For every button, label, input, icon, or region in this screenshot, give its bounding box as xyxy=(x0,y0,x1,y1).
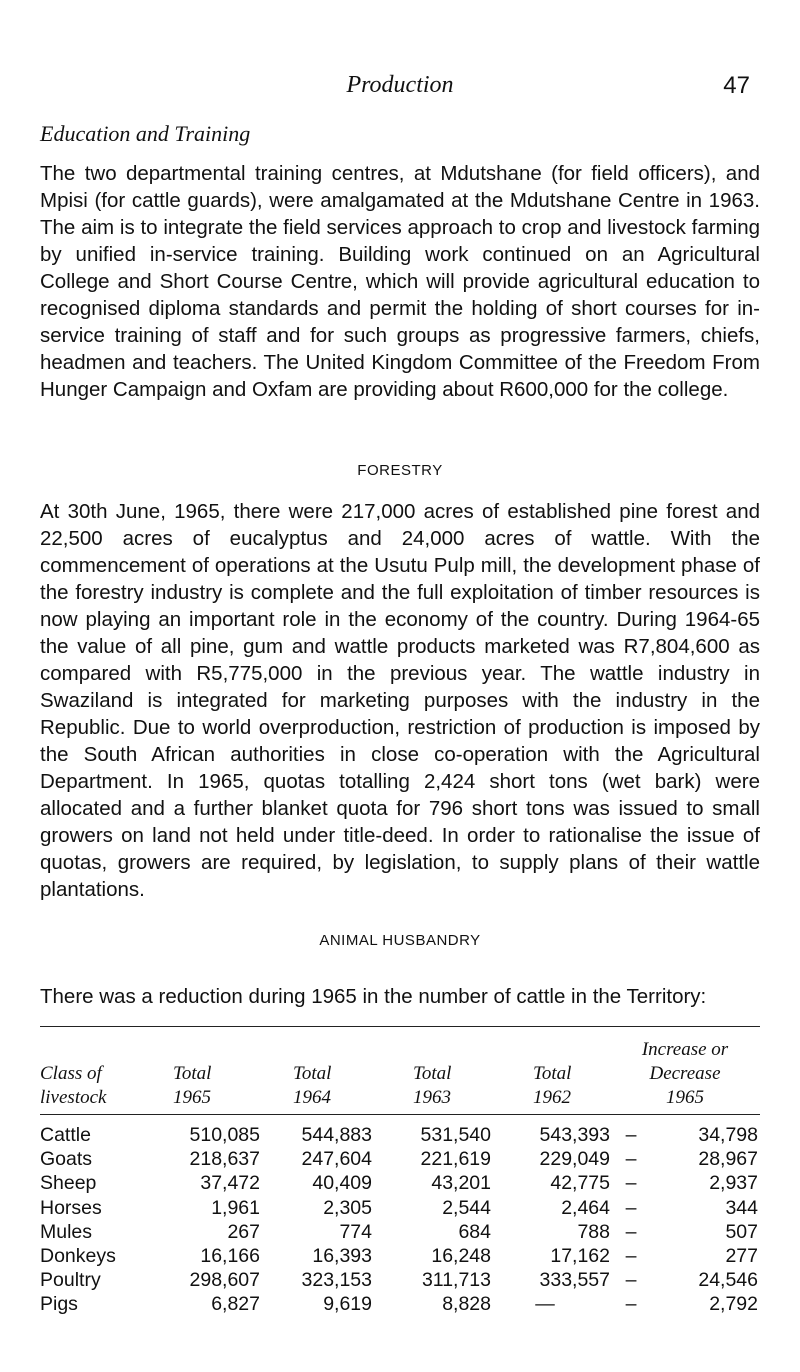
table-row xyxy=(40,1292,760,1316)
cell-t1964: 323,153 xyxy=(301,1269,372,1292)
cell-livestock: Mules xyxy=(40,1220,93,1243)
cell-t1962: 333,557 xyxy=(539,1269,610,1292)
table-row xyxy=(40,1196,760,1220)
header-change-line2: Decrease xyxy=(649,1063,721,1084)
header-class-line1: Class of xyxy=(40,1063,102,1084)
header-class-line2: livestock xyxy=(40,1087,107,1108)
header-total-1963 xyxy=(413,1062,451,1110)
cell-change: 344 xyxy=(725,1196,758,1219)
header-total-1962-line1: Total xyxy=(533,1063,572,1084)
header-change-line3: 1965 xyxy=(666,1087,704,1108)
cell-t1963: 311,713 xyxy=(421,1269,491,1292)
cell-livestock: Horses xyxy=(40,1196,102,1219)
forestry-paragraph: At 30th June, 1965, there were 217,000 acres of established pine forest and 22,500 acres of eucalyptus and 24,000 acres of wattle. With the commencement of operations at the Usutu Pulp mill, the development phase of the forestry industry is complete and the full exploitation of timber resources is now playing an important role in the economy of the country. During 1964-65 the value of all pine, gum and wattle products marketed was R7,804,600 as compared with R5,775,000 in the previous year. The wattle industry in Swaziland is integrated for marketing purposes with the industry in the Republic. Due to world overproduction, restriction of production is imposed by the South African authorities in close co-operation with the Agricultural Department. In 1965, quotas totalling 2,424 short tons (wet bark) were allocated and a further blanket quota for 796 short tons was issued to small growers on land not held under title-deed. In order to rationalise the issue of quotas, growers are required, by legislation, to supply plans of their wattle plantations. xyxy=(40,500,760,901)
header-total-1964 xyxy=(293,1062,331,1110)
cell-change: 34,798 xyxy=(698,1124,758,1146)
cell-change: 507 xyxy=(725,1220,758,1243)
cell-t1963: 2,544 xyxy=(442,1196,491,1219)
cell-t1964: 247,604 xyxy=(301,1148,372,1171)
cell-t1964: 40,409 xyxy=(312,1172,372,1195)
cell-sign: – xyxy=(625,1220,637,1243)
header-change-line1: Increase or xyxy=(641,1039,729,1060)
header-total-1964-line1: Total xyxy=(293,1063,332,1084)
cell-t1965: 218,637 xyxy=(189,1148,260,1171)
header-change xyxy=(615,1038,755,1110)
cell-sign: – xyxy=(625,1196,637,1219)
table-row xyxy=(40,1171,760,1195)
forestry-heading: FORESTRY xyxy=(357,462,443,479)
cell-sign: – xyxy=(625,1269,637,1292)
cell-t1964: 9,619 xyxy=(323,1293,372,1316)
cell-sign: – xyxy=(625,1172,637,1195)
education-heading: Education and Training xyxy=(40,121,251,146)
cell-sign: – xyxy=(625,1245,637,1267)
cell-change: 24,546 xyxy=(698,1269,758,1292)
table-row xyxy=(40,1268,760,1292)
cell-livestock: Cattle xyxy=(40,1124,91,1146)
cell-t1962: 788 xyxy=(577,1220,610,1243)
cell-sign: – xyxy=(625,1148,637,1171)
cell-t1964: 16,393 xyxy=(312,1245,372,1267)
page-number: 47 xyxy=(723,72,750,99)
cell-t1965: 37,472 xyxy=(200,1172,260,1195)
cell-t1963: 16,248 xyxy=(431,1245,491,1267)
table-row xyxy=(40,1244,760,1268)
header-total-1965-line2: 1965 xyxy=(173,1087,211,1108)
cell-t1964: 544,883 xyxy=(301,1124,372,1146)
table-header-rule xyxy=(40,1114,760,1115)
cell-t1965: 16,166 xyxy=(200,1245,260,1267)
header-total-1965-line1: Total xyxy=(173,1063,212,1084)
cell-t1963: 8,828 xyxy=(442,1293,491,1316)
cell-t1962: 17,162 xyxy=(550,1245,610,1267)
cell-t1962: 42,775 xyxy=(550,1172,610,1195)
header-total-1964-line2: 1964 xyxy=(293,1087,331,1108)
table-row xyxy=(40,1147,760,1171)
header-total-1965 xyxy=(173,1062,211,1110)
cell-livestock: Pigs xyxy=(40,1293,78,1316)
animal-husbandry-intro: There was a reduction during 1965 in the number of cattle in the Territory: xyxy=(40,985,707,1008)
cell-t1965: 510,085 xyxy=(189,1124,260,1146)
cell-change: 2,792 xyxy=(709,1293,758,1316)
cell-change: 277 xyxy=(725,1245,758,1267)
cell-t1963: 531,540 xyxy=(420,1124,491,1146)
header-total-1963-line1: Total xyxy=(413,1063,452,1084)
cell-sign: – xyxy=(625,1124,637,1146)
cell-livestock: Poultry xyxy=(40,1269,101,1292)
cell-t1965: 6,827 xyxy=(211,1293,260,1316)
cell-t1965: 267 xyxy=(227,1220,260,1243)
cell-t1962: 2,464 xyxy=(561,1196,610,1219)
education-paragraph: The two departmental training centres, at Mdutshane (for field officers), and Mpisi (for cattle guards), were amalgamated at the Mdutshane Centre in 1963. The aim is to integrate the field services approach to crop and livestock farming by unified in-service training. Building work continued on an Agricultural College and Short Course Centre, which will provide agricultural education to recognised diploma standards and permit the holding of short courses for in-service training of staff and for such groups as progressive farmers, chiefs, headmen and teachers. The United Kingdom Committee of the Freedom From Hunger Campaign and Oxfam are providing about R600,000 for the college. xyxy=(40,162,760,401)
cell-t1965: 1,961 xyxy=(211,1196,260,1219)
header-total-1963-line2: 1963 xyxy=(413,1087,451,1108)
header-total-1962 xyxy=(533,1062,571,1110)
cell-t1965: 298,607 xyxy=(189,1269,260,1292)
header-class xyxy=(40,1062,106,1110)
header-total-1962-line2: 1962 xyxy=(533,1087,571,1108)
cell-t1964: 774 xyxy=(339,1220,372,1243)
table-row xyxy=(40,1123,760,1147)
cell-t1962: — xyxy=(535,1293,555,1316)
cell-sign: – xyxy=(625,1293,637,1316)
cell-t1964: 2,305 xyxy=(323,1196,372,1219)
running-title: Production xyxy=(346,72,454,98)
cell-livestock: Donkeys xyxy=(40,1245,116,1267)
table-row xyxy=(40,1220,760,1244)
cell-livestock: Sheep xyxy=(40,1172,97,1195)
table-top-rule xyxy=(40,1026,760,1027)
cell-t1962: 229,049 xyxy=(539,1148,610,1171)
cell-t1963: 221,619 xyxy=(420,1148,491,1171)
cell-change: 2,937 xyxy=(709,1172,758,1195)
cell-livestock: Goats xyxy=(40,1148,93,1171)
cell-t1963: 684 xyxy=(458,1220,491,1243)
animal-husbandry-heading: ANIMAL HUSBANDRY xyxy=(319,932,481,949)
cell-change: 28,967 xyxy=(698,1148,758,1171)
cell-t1963: 43,201 xyxy=(431,1172,491,1195)
cell-t1962: 543,393 xyxy=(539,1124,610,1146)
